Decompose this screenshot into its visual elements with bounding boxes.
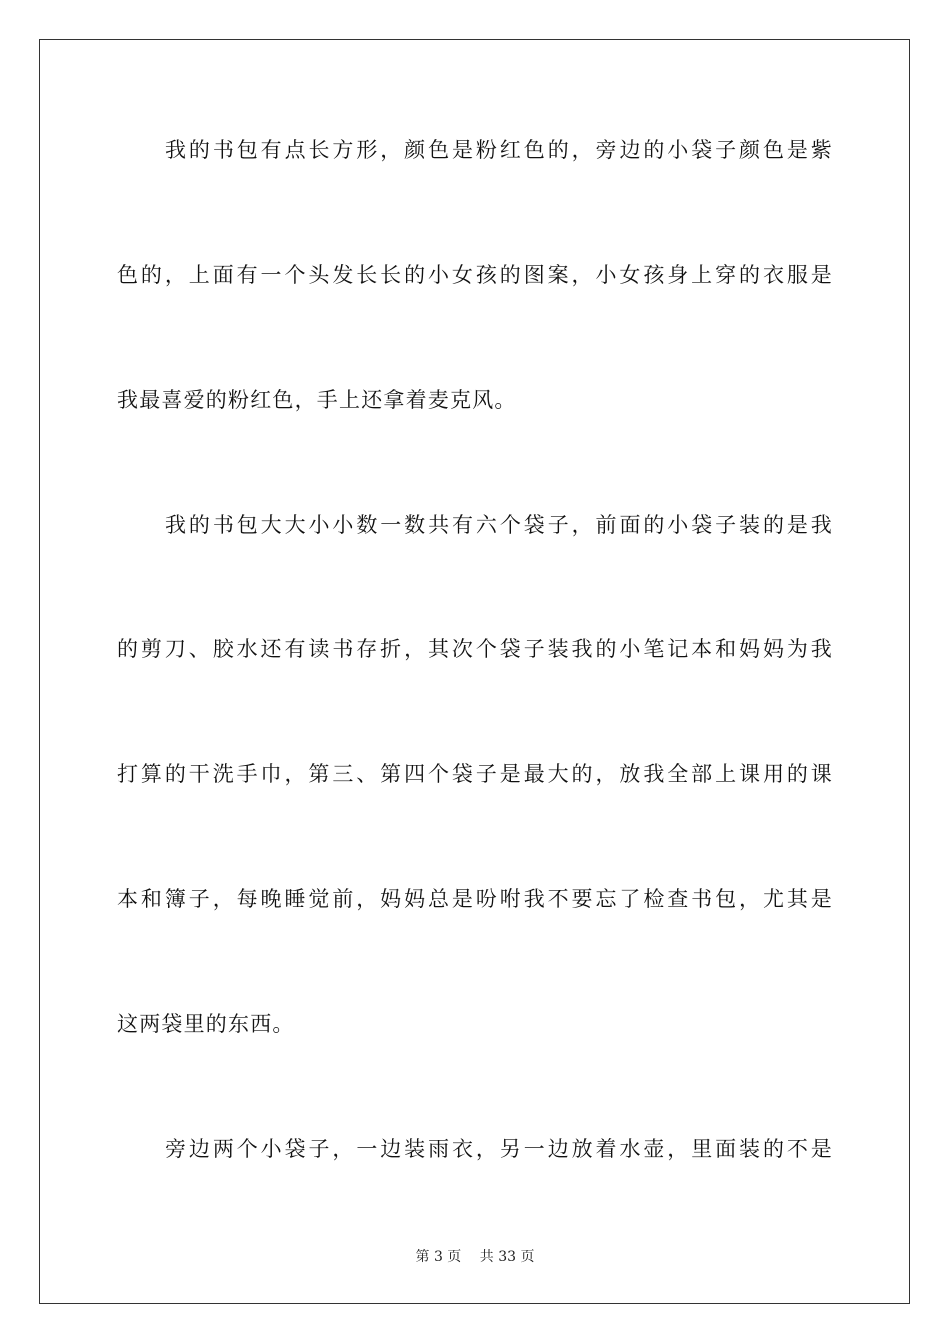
paragraph-1-line-1: 我的书包有点长方形，颜色是粉红色的，旁边的小袋子颜色是紫: [165, 138, 833, 162]
total-pages: 共 33 页: [479, 1249, 535, 1265]
paragraph-3-line-1: 旁边两个小袋子，一边装雨衣，另一边放着水壶，里面装的不是: [165, 1137, 833, 1161]
paragraph-2-line-2: 的剪刀、胶水还有读书存折，其次个袋子装我的小笔记本和妈妈为我: [117, 637, 833, 661]
paragraph-2-line-1: 我的书包大大小小数一数共有六个袋子，前面的小袋子装的是我: [165, 513, 833, 537]
paragraph-1-line-2: 色的，上面有一个头发长长的小女孩的图案，小女孩身上穿的衣服是: [117, 263, 833, 287]
paragraph-2-line-3: 打算的干洗手巾，第三、第四个袋子是最大的，放我全部上课用的课: [117, 762, 833, 786]
page-number: 第 3 页: [415, 1249, 462, 1265]
page-footer: [0, 1248, 950, 1266]
paragraph-2-line-4: 本和簿子，每晚睡觉前，妈妈总是吩咐我不要忘了检查书包，尤其是: [117, 887, 833, 911]
page-border: [39, 39, 910, 1304]
paragraph-2-line-5: 这两袋里的东西。: [117, 1012, 295, 1036]
paragraph-1-line-3: 我最喜爱的粉红色，手上还拿着麦克风。: [117, 388, 517, 412]
